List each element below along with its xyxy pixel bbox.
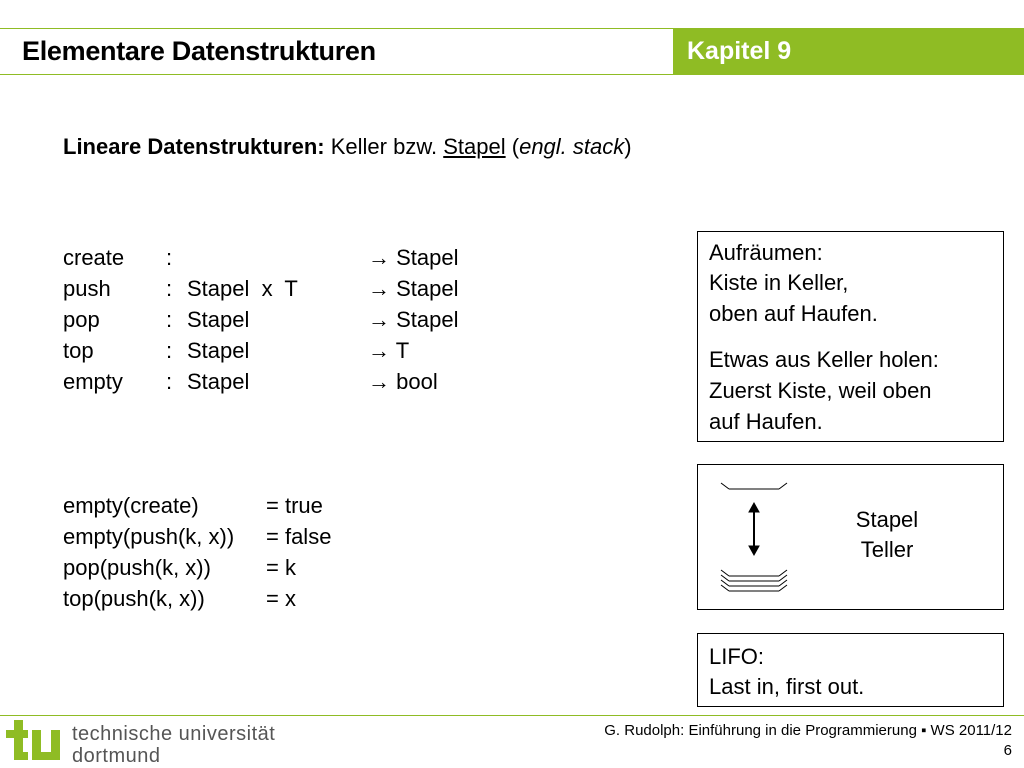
analogy-line: Etwas aus Keller holen: <box>709 347 939 372</box>
sig-name: pop <box>63 307 100 332</box>
footer-credit: G. Rudolph: Einführung in die Programmierung ▪ WS 2011/12 <box>604 722 1012 739</box>
sig-colon: : <box>166 276 173 301</box>
analogy-line: Kiste in Keller, <box>709 270 849 295</box>
axiom-lhs: empty(create) <box>63 493 199 518</box>
university-name-line1: technische universität <box>72 723 276 745</box>
axiom-row <box>63 586 363 617</box>
sig-codomain: → bool <box>368 369 438 394</box>
chapter-label: Kapitel 9 <box>687 37 792 65</box>
axiom-lhs: pop(push(k, x)) <box>63 555 211 580</box>
subtitle-bold: Lineare Datenstrukturen: <box>63 134 325 159</box>
sig-colon: : <box>166 245 173 270</box>
subtitle-paren-close: ) <box>624 134 632 159</box>
signature-row-empty <box>63 369 493 400</box>
sig-colon: : <box>166 369 173 394</box>
analogy-box <box>697 231 1004 442</box>
signature-row-top <box>63 338 493 369</box>
footer-rule <box>0 715 1024 716</box>
signature-row-pop <box>63 307 493 338</box>
axiom-rhs: = false <box>266 524 332 549</box>
analogy-line: Aufräumen: <box>709 240 823 265</box>
lifo-description: Last in, first out. <box>709 674 865 699</box>
sig-codomain: → Stapel <box>368 276 459 301</box>
signature-row-create <box>63 245 493 276</box>
subtitle-italic: engl. stack <box>519 134 625 159</box>
sig-domain: Stapel <box>187 307 250 332</box>
lifo-box <box>697 633 1004 707</box>
stack-label-stapel: Stapel <box>855 507 919 532</box>
sig-name: create <box>63 245 125 270</box>
sig-domain: Stapel x T <box>187 276 298 301</box>
subtitle-text: Keller bzw. <box>324 134 444 159</box>
axiom-row <box>63 493 363 524</box>
slide-subtitle <box>63 134 632 160</box>
signature-row-push <box>63 276 493 307</box>
subtitle-underlined: Stapel <box>443 134 506 159</box>
axiom-row <box>63 555 363 586</box>
axiom-rhs: = x <box>266 586 296 611</box>
sig-codomain: → Stapel <box>368 307 459 332</box>
sig-name: top <box>63 338 94 363</box>
sig-name: push <box>63 276 111 301</box>
analogy-line: oben auf Haufen. <box>709 301 878 326</box>
page-number: 6 <box>1003 742 1012 759</box>
plate-stack-box <box>697 464 1004 610</box>
axiom-rhs: = k <box>266 555 296 580</box>
chapter-banner <box>673 29 1024 74</box>
axiom-lhs: top(push(k, x)) <box>63 586 205 611</box>
sig-colon: : <box>166 307 173 332</box>
lifo-heading: LIFO: <box>709 644 765 669</box>
sig-colon: : <box>166 338 173 363</box>
sig-name: empty <box>63 369 123 394</box>
sig-domain: Stapel <box>187 338 250 363</box>
slide-title: Elementare Datenstrukturen <box>22 36 376 66</box>
top-plate-icon <box>721 483 787 489</box>
header-bottom-rule <box>0 74 1024 75</box>
up-down-arrow-icon <box>749 503 759 555</box>
subtitle-paren-open: ( <box>505 134 520 159</box>
sig-codomain: → Stapel <box>368 245 459 270</box>
tu-logo-icon <box>4 716 66 766</box>
analogy-line: Zuerst Kiste, weil oben <box>709 378 932 403</box>
axiom-rhs: = true <box>266 493 323 518</box>
axiom-row <box>63 524 363 555</box>
plate-stack-icon <box>721 570 787 591</box>
university-name-line2: dortmund <box>72 745 161 767</box>
analogy-line: auf Haufen. <box>709 409 823 434</box>
stack-label-teller: Teller <box>860 537 914 562</box>
sig-domain: Stapel <box>187 369 250 394</box>
sig-codomain: → T <box>368 338 410 363</box>
axiom-lhs: empty(push(k, x)) <box>63 524 235 549</box>
